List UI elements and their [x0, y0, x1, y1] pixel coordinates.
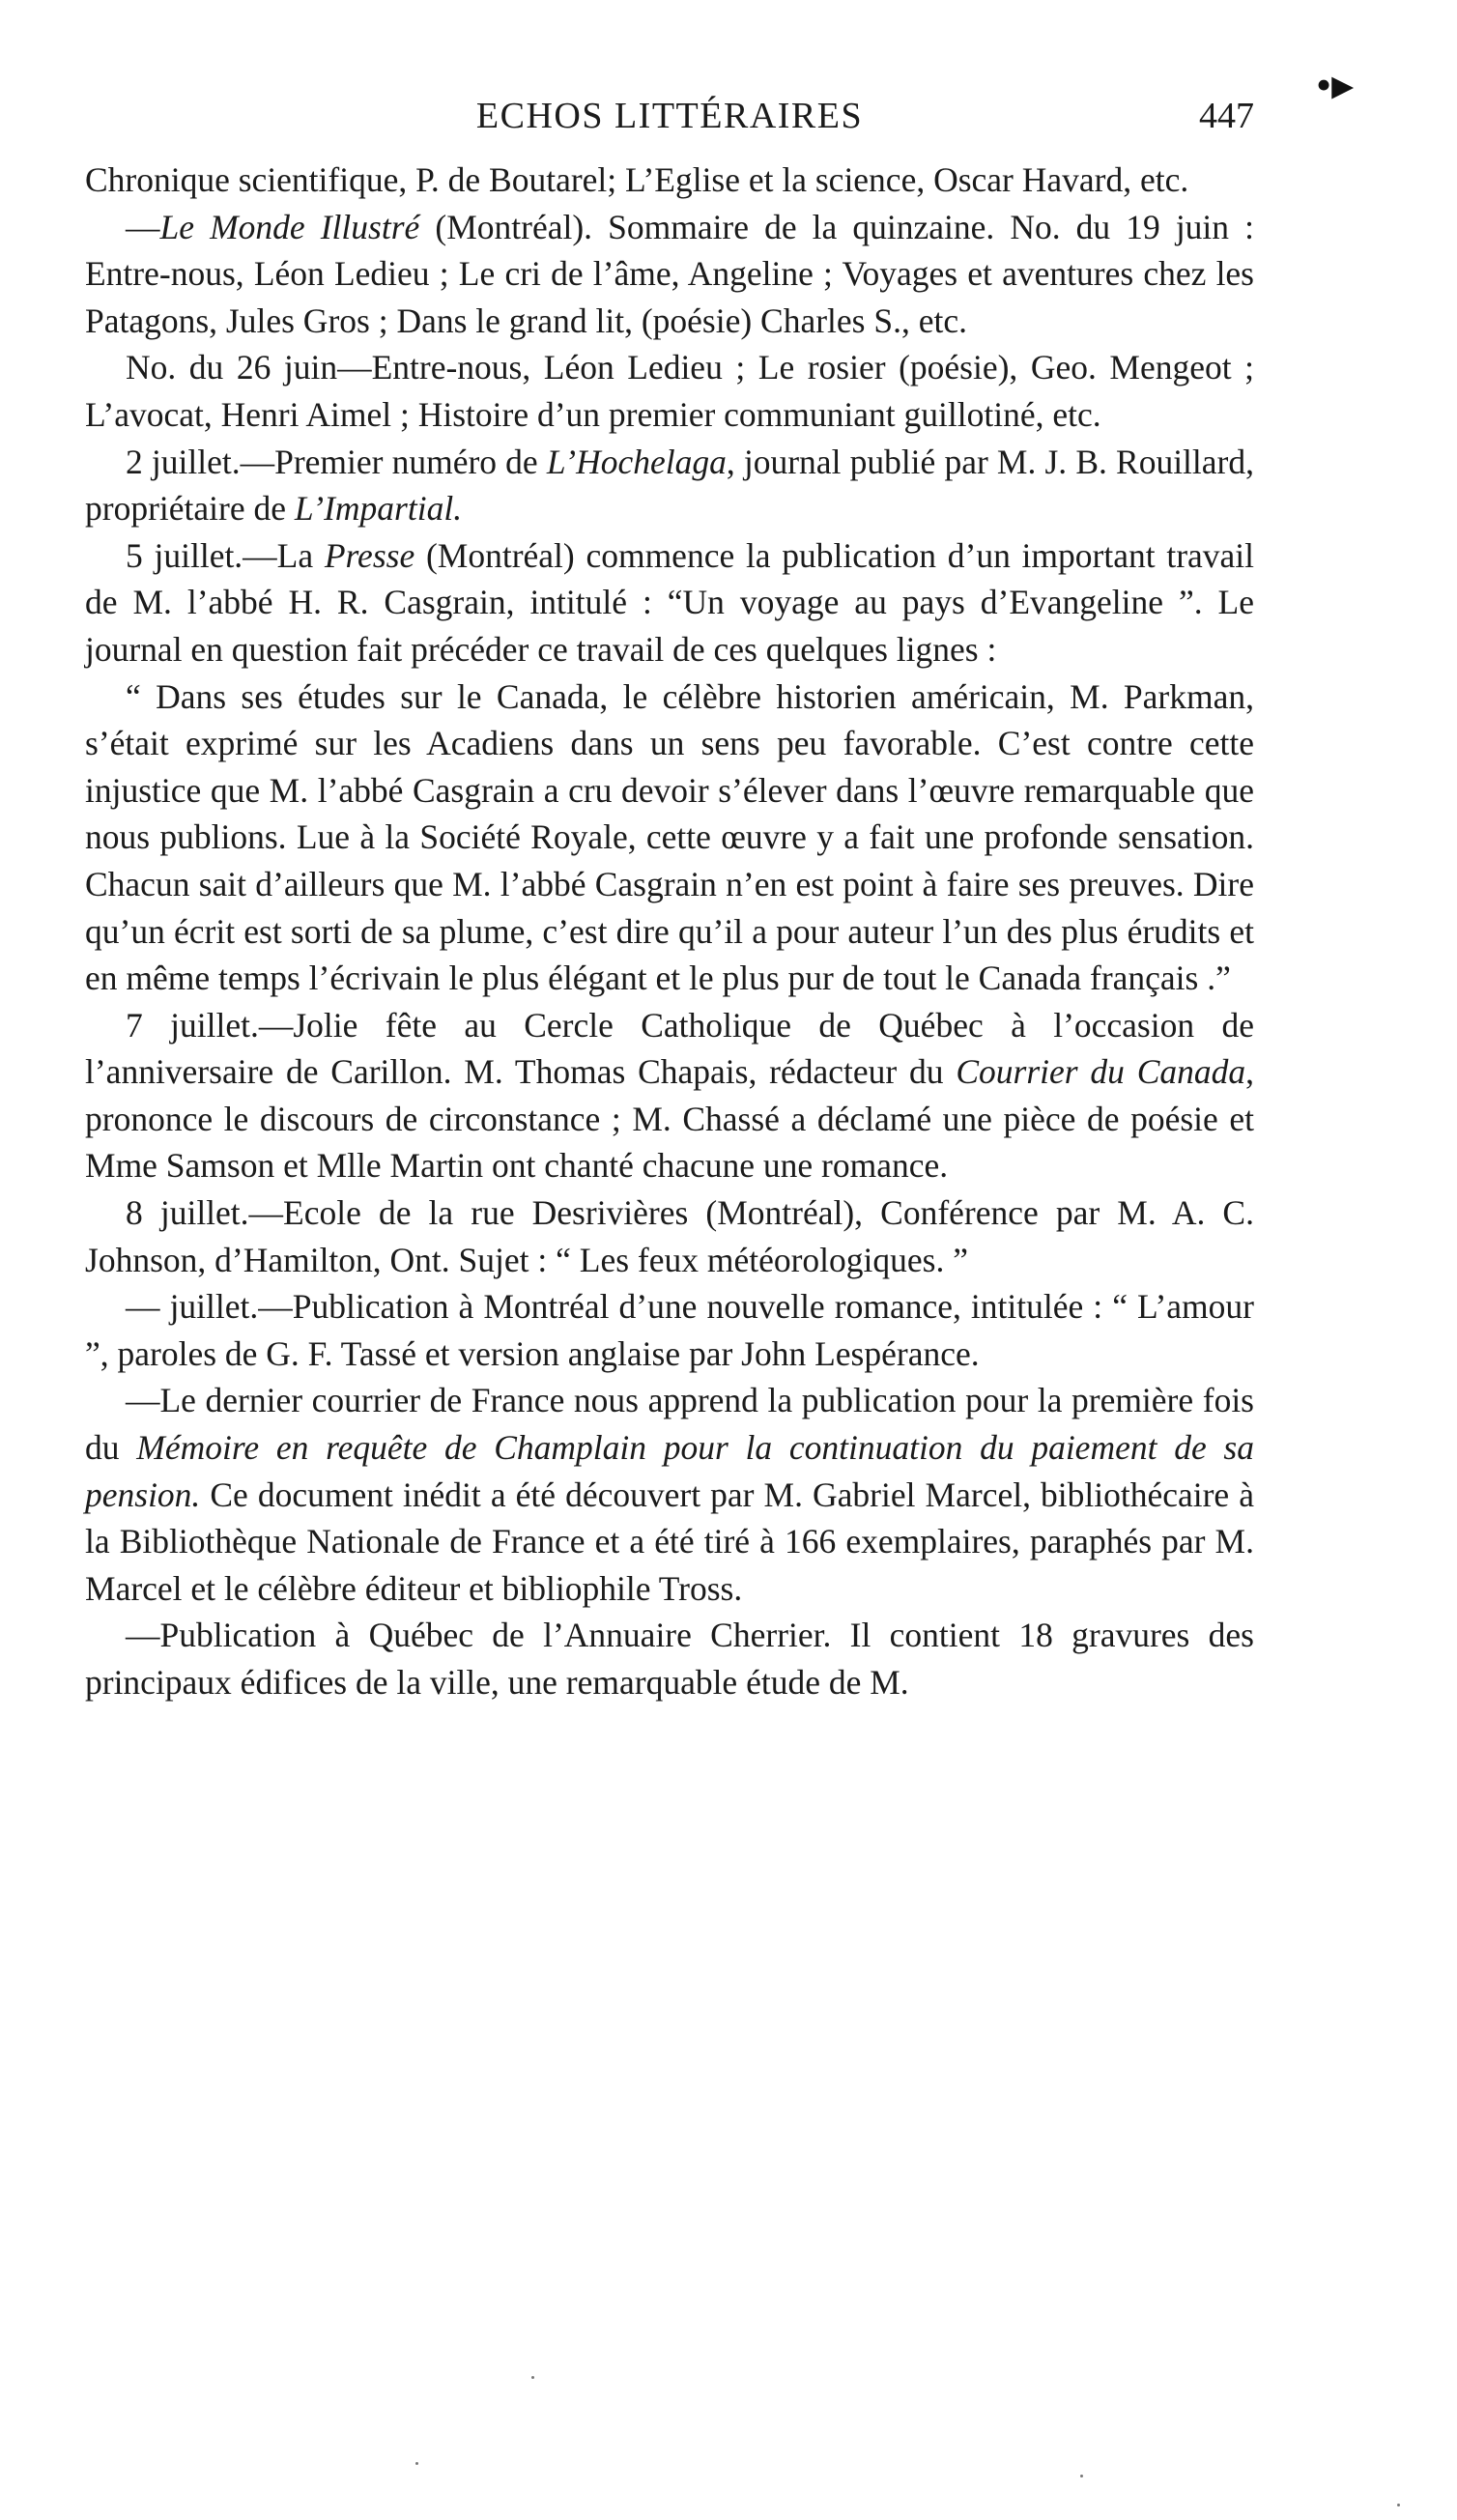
- paragraph-8: [85, 1189, 1254, 1283]
- quotation-paragraph: [85, 673, 1254, 1002]
- paragraph-3: [85, 344, 1254, 438]
- journal-title: Le Monde Illustré: [159, 207, 420, 246]
- paragraph-8-text: 8 juillet.—Ecole de la rue Desrivières (Montréal), Conférence par M. A. C. Johnson, d’Hamilton, Ont. Sujet : “ Les feux météorologiques. ”: [85, 1193, 1254, 1279]
- journal-title: Courrier du Canada: [956, 1052, 1246, 1092]
- paragraph-10-text-a: —Le dernier courrier de France nous apprend la publication pour la première fois du: [85, 1381, 1254, 1468]
- paragraph-3-text: No. du 26 juin—Entre-nous, Léon Ledieu ; Le rosier (poésie), Geo. Mengeot ; L’avocat, Henri Aimel ; Histoire d’un premier communiant guillotiné, etc.: [85, 348, 1254, 434]
- running-head: [85, 95, 1254, 151]
- journal-title: L’Impartial.: [294, 489, 463, 529]
- document-title: Mémoire en requête de Champlain pour la continuation du paiement de sa pension.: [85, 1428, 1255, 1514]
- paragraph-9-text: — juillet.—Publication à Montréal d’une nouvelle romance, intitulée : “ L’amour ”, paroles de G. F. Tassé et version anglaise par John Lespérance.: [85, 1287, 1254, 1373]
- quotation-text: “ Dans ses études sur le Canada, le célèbre historien américain, M. Parkman, s’était exprimé sur les Acadiens dans un sens peu favorable. C’est contre cette injustice que M. l’abbé Casgrain a cru devoir s’élever dans l’œuvre remarquable que nous publions. Lue à la Société Royale, cette œuvre y a fait une profonde sensation. Chacun sait d’ailleurs que M. l’abbé Casgrain n’en est point à faire ses preuves. Dire qu’un écrit est sorti de sa plume, c’est dire qu’il a pour auteur l’un des plus érudits et en même temps l’écrivain le plus élégant et le plus pur de tout le Canada français .”: [85, 676, 1254, 998]
- page-content: [85, 95, 1254, 1706]
- corner-mark: •▸: [1316, 60, 1355, 109]
- dash: —: [126, 207, 160, 246]
- speck: [1080, 2475, 1083, 2477]
- page-title: ECHOS LITTÉRAIRES: [475, 96, 864, 136]
- page-number: 447: [1199, 96, 1254, 136]
- paragraph-5: [85, 532, 1254, 673]
- paragraph-1-text: Chronique scientifique, P. de Boutarel; L’Eglise et la science, Oscar Havard, etc.: [85, 160, 1189, 199]
- paragraph-7-text-b: , prononce le discours de circonstance ; M. Chassé a déclamé une pièce de poésie et Mme Samson et Mlle Martin ont chanté chacune une romance.: [85, 1052, 1254, 1186]
- journal-title: Presse: [324, 535, 415, 575]
- paragraph-1: [85, 157, 1254, 204]
- speck: [531, 2376, 534, 2379]
- speck: [1397, 2504, 1400, 2506]
- paragraph-2-text: (Montréal). Sommaire de la quinzaine. No. du 19 juin : Entre-nous, Léon Ledieu ; Le cri de l’âme, Angeline ; Voyages et aventures chez les Patagons, Jules Gros ; Dans le grand lit, (poésie) Charles S., etc.: [85, 207, 1254, 340]
- paragraph-11: [85, 1612, 1254, 1705]
- paragraph-10-text-b: Ce document inédit a été découvert par M. Gabriel Marcel, bibliothécaire à la Bibliothèque Nationale de France et a été tiré à 166 exemplaires, paraphés par M. Marcel et le célèbre éditeur et bibliophile Tross.: [85, 1475, 1254, 1608]
- body-text: [85, 157, 1254, 1706]
- paragraph-11-text: —Publication à Québec de l’Annuaire Cherrier. Il contient 18 gravures des principaux édifices de la ville, une remarquable étude de M.: [85, 1616, 1254, 1702]
- paragraph-10: [85, 1377, 1254, 1612]
- paragraph-4-text-b: , journal publié par M. J. B. Rouillard, propriétaire de: [85, 442, 1254, 529]
- paragraph-9: [85, 1283, 1254, 1377]
- paragraph-7-text-a: 7 juillet.—Jolie fête au Cercle Catholique de Québec à l’occasion de l’anniversaire de Carillon. M. Thomas Chapais, rédacteur du: [85, 1005, 1254, 1092]
- paragraph-5-text-a: 5 juillet.—La: [126, 535, 325, 575]
- speck: [415, 2462, 418, 2465]
- paragraph-7: [85, 1002, 1254, 1189]
- journal-title: L’Hochelaga: [546, 442, 727, 481]
- paragraph-4-text-a: 2 juillet.—Premier numéro de: [126, 442, 547, 481]
- paragraph-4: [85, 439, 1254, 532]
- paragraph-2: [85, 204, 1254, 345]
- paragraph-5-text-b: (Montréal) commence la publication d’un important travail de M. l’abbé H. R. Casgrain, intitulé : “Un voyage au pays d’Evangeline ”. Le journal en question fait précéder ce travail de ces quelques lignes :: [85, 535, 1255, 669]
